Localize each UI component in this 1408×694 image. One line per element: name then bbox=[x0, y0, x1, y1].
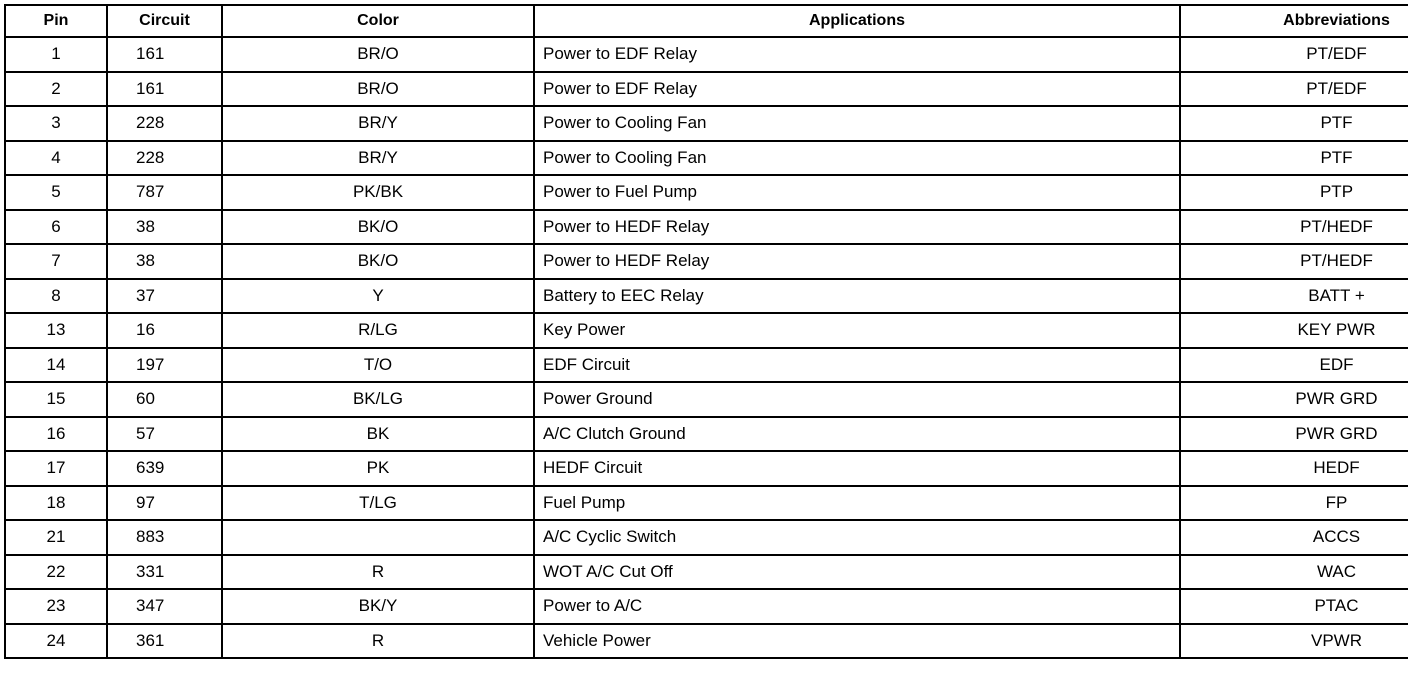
cell-color: R/LG bbox=[222, 313, 534, 348]
cell-pin: 21 bbox=[5, 520, 107, 555]
cell-abbreviation: ACCS bbox=[1180, 520, 1408, 555]
cell-circuit: 57 bbox=[107, 417, 222, 452]
cell-pin: 7 bbox=[5, 244, 107, 279]
cell-abbreviation: PWR GRD bbox=[1180, 417, 1408, 452]
table-row bbox=[5, 486, 1408, 521]
table-row bbox=[5, 624, 1408, 659]
cell-application: EDF Circuit bbox=[534, 348, 1180, 383]
table-row bbox=[5, 520, 1408, 555]
cell-color bbox=[222, 520, 534, 555]
cell-application: Power to Cooling Fan bbox=[534, 106, 1180, 141]
cell-pin: 17 bbox=[5, 451, 107, 486]
cell-abbreviation: PTP bbox=[1180, 175, 1408, 210]
cell-pin: 23 bbox=[5, 589, 107, 624]
table-row bbox=[5, 555, 1408, 590]
cell-pin: 5 bbox=[5, 175, 107, 210]
cell-abbreviation: KEY PWR bbox=[1180, 313, 1408, 348]
cell-abbreviation: EDF bbox=[1180, 348, 1408, 383]
cell-color: BR/O bbox=[222, 37, 534, 72]
cell-application: Power to HEDF Relay bbox=[534, 244, 1180, 279]
cell-application: Battery to EEC Relay bbox=[534, 279, 1180, 314]
cell-abbreviation: VPWR bbox=[1180, 624, 1408, 659]
table-row bbox=[5, 72, 1408, 107]
cell-application: Power to EDF Relay bbox=[534, 37, 1180, 72]
cell-application: Key Power bbox=[534, 313, 1180, 348]
cell-abbreviation: PT/EDF bbox=[1180, 37, 1408, 72]
cell-pin: 14 bbox=[5, 348, 107, 383]
cell-circuit: 60 bbox=[107, 382, 222, 417]
cell-pin: 24 bbox=[5, 624, 107, 659]
cell-abbreviation: BATT + bbox=[1180, 279, 1408, 314]
header-row bbox=[5, 5, 1408, 37]
cell-application: Power to Cooling Fan bbox=[534, 141, 1180, 176]
cell-color: BK bbox=[222, 417, 534, 452]
cell-color: BK/LG bbox=[222, 382, 534, 417]
cell-abbreviation: FP bbox=[1180, 486, 1408, 521]
cell-abbreviation: PWR GRD bbox=[1180, 382, 1408, 417]
table-row bbox=[5, 313, 1408, 348]
cell-circuit: 883 bbox=[107, 520, 222, 555]
cell-color: BK/Y bbox=[222, 589, 534, 624]
cell-abbreviation: PT/HEDF bbox=[1180, 244, 1408, 279]
cell-abbreviation: HEDF bbox=[1180, 451, 1408, 486]
table-header bbox=[5, 5, 1408, 37]
table-row bbox=[5, 106, 1408, 141]
table-row bbox=[5, 451, 1408, 486]
cell-color: BR/Y bbox=[222, 106, 534, 141]
table-row bbox=[5, 141, 1408, 176]
table-row bbox=[5, 382, 1408, 417]
cell-color: PK/BK bbox=[222, 175, 534, 210]
cell-circuit: 38 bbox=[107, 244, 222, 279]
cell-color: R bbox=[222, 555, 534, 590]
table-row bbox=[5, 37, 1408, 72]
pin-table bbox=[4, 4, 1408, 659]
cell-circuit: 361 bbox=[107, 624, 222, 659]
cell-application: Power to Fuel Pump bbox=[534, 175, 1180, 210]
cell-application: Vehicle Power bbox=[534, 624, 1180, 659]
cell-abbreviation: PTF bbox=[1180, 141, 1408, 176]
cell-abbreviation: PTF bbox=[1180, 106, 1408, 141]
cell-pin: 16 bbox=[5, 417, 107, 452]
cell-circuit: 787 bbox=[107, 175, 222, 210]
cell-color: Y bbox=[222, 279, 534, 314]
cell-circuit: 16 bbox=[107, 313, 222, 348]
cell-color: PK bbox=[222, 451, 534, 486]
cell-application: WOT A/C Cut Off bbox=[534, 555, 1180, 590]
cell-pin: 4 bbox=[5, 141, 107, 176]
cell-pin: 18 bbox=[5, 486, 107, 521]
cell-color: T/O bbox=[222, 348, 534, 383]
cell-circuit: 228 bbox=[107, 106, 222, 141]
header-applications: Applications bbox=[534, 5, 1180, 37]
header-abbreviations: Abbreviations bbox=[1180, 5, 1408, 37]
cell-color: BR/Y bbox=[222, 141, 534, 176]
cell-circuit: 161 bbox=[107, 37, 222, 72]
header-pin: Pin bbox=[5, 5, 107, 37]
pin-table-container bbox=[4, 4, 1402, 659]
cell-circuit: 38 bbox=[107, 210, 222, 245]
cell-application: Fuel Pump bbox=[534, 486, 1180, 521]
cell-application: HEDF Circuit bbox=[534, 451, 1180, 486]
cell-circuit: 37 bbox=[107, 279, 222, 314]
table-row bbox=[5, 175, 1408, 210]
table-row bbox=[5, 417, 1408, 452]
cell-pin: 3 bbox=[5, 106, 107, 141]
cell-pin: 6 bbox=[5, 210, 107, 245]
cell-application: Power to A/C bbox=[534, 589, 1180, 624]
cell-pin: 2 bbox=[5, 72, 107, 107]
table-row bbox=[5, 244, 1408, 279]
table-row bbox=[5, 210, 1408, 245]
cell-application: A/C Clutch Ground bbox=[534, 417, 1180, 452]
cell-application: Power to HEDF Relay bbox=[534, 210, 1180, 245]
header-circuit: Circuit bbox=[107, 5, 222, 37]
cell-application: Power Ground bbox=[534, 382, 1180, 417]
cell-abbreviation: PT/EDF bbox=[1180, 72, 1408, 107]
table-row bbox=[5, 589, 1408, 624]
cell-color: BK/O bbox=[222, 210, 534, 245]
table-body bbox=[5, 37, 1408, 658]
cell-abbreviation: WAC bbox=[1180, 555, 1408, 590]
cell-color: BR/O bbox=[222, 72, 534, 107]
cell-pin: 15 bbox=[5, 382, 107, 417]
cell-application: Power to EDF Relay bbox=[534, 72, 1180, 107]
table-row bbox=[5, 279, 1408, 314]
cell-color: BK/O bbox=[222, 244, 534, 279]
cell-pin: 8 bbox=[5, 279, 107, 314]
cell-circuit: 347 bbox=[107, 589, 222, 624]
cell-circuit: 97 bbox=[107, 486, 222, 521]
cell-pin: 13 bbox=[5, 313, 107, 348]
cell-color: T/LG bbox=[222, 486, 534, 521]
cell-abbreviation: PT/HEDF bbox=[1180, 210, 1408, 245]
cell-circuit: 197 bbox=[107, 348, 222, 383]
cell-circuit: 331 bbox=[107, 555, 222, 590]
cell-color: R bbox=[222, 624, 534, 659]
header-color: Color bbox=[222, 5, 534, 37]
cell-circuit: 161 bbox=[107, 72, 222, 107]
cell-circuit: 639 bbox=[107, 451, 222, 486]
cell-circuit: 228 bbox=[107, 141, 222, 176]
cell-pin: 22 bbox=[5, 555, 107, 590]
table-row bbox=[5, 348, 1408, 383]
cell-pin: 1 bbox=[5, 37, 107, 72]
cell-abbreviation: PTAC bbox=[1180, 589, 1408, 624]
cell-application: A/C Cyclic Switch bbox=[534, 520, 1180, 555]
